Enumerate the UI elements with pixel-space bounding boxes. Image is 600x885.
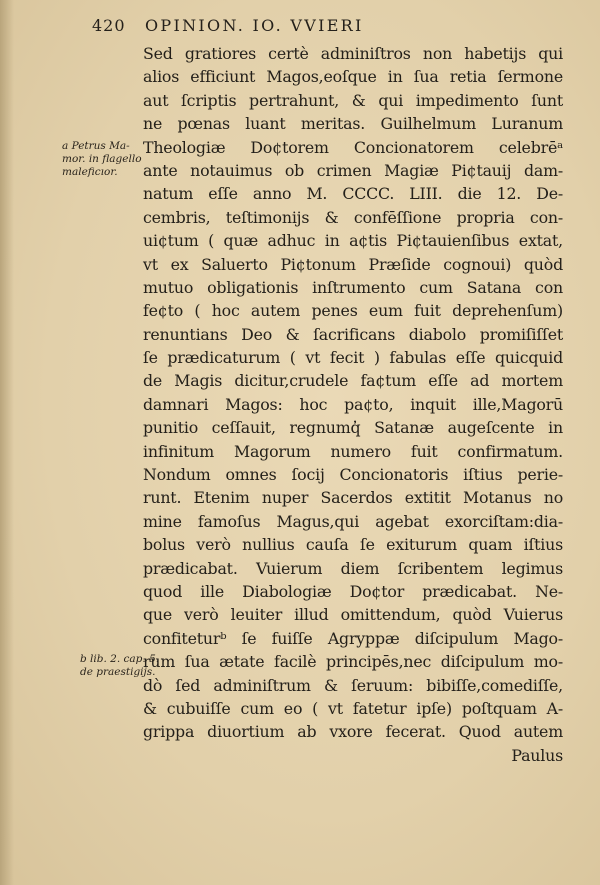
text-line: que verò leuiter illud omittendum, quòd Vuierus	[143, 605, 563, 625]
text-line: ante notauimus ob crimen Magiæ Pi¢tauij dam-	[143, 160, 563, 180]
page-number: 420	[92, 16, 126, 35]
text-line: damnari Magos: hoc pa¢to, inquit ille,Magorū	[143, 394, 563, 414]
text-line: grippa diuortium ab vxore fecerat. Quod autem	[143, 722, 563, 742]
text-line: fe¢to ( hoc autem penes eum fuit deprehenſum)	[143, 301, 563, 321]
text-line: punitio ceſſauit, regnumq̓ Satanæ augeſcente in	[143, 418, 563, 438]
margin-note-line: mor. in flagello	[62, 153, 142, 165]
page-header	[92, 10, 592, 36]
text-line: renuntians Deo & ſacrificans diabolo promiſiſſet	[143, 324, 563, 344]
text-line: natum eſſe anno M. CCCC. LIII. die 12. De-	[143, 184, 563, 204]
text-line: dò ſed adminiſtrum & ſeruum: bibiſſe,comediſſe,	[143, 675, 563, 695]
margin-note-line: de praestigijs.	[80, 666, 156, 678]
text-line: Theologiæ Do¢torem Concionatorem celebrēᵃ	[143, 137, 563, 157]
margin-note-line: b lib. 2. cap. 5.	[80, 653, 160, 665]
text-line: aut ſcriptis pertrahunt, & qui impedimento ſunt	[143, 90, 563, 110]
margin-note-a	[62, 140, 142, 179]
text-line: Sed gratiores certè adminiſtros non habetijs qui	[143, 44, 563, 63]
text-line: alios efficiunt Magos,eoſque in ſua retia ſermone	[143, 67, 563, 87]
margin-note-line: a Petrus Ma-	[62, 140, 130, 152]
text-line: rum ſua ætate facilè principēs,nec diſcipulum mo-	[143, 652, 563, 672]
text-line: ſe prædicaturum ( vt fecit ) fabulas eſſe quicquid	[143, 348, 563, 368]
text-line: ne pœnas luant meritas. Guilhelmum Luranum	[143, 114, 563, 134]
text-line: ui¢tum ( quæ adhuc in a¢tis Pi¢tauienſibus extat,	[143, 231, 563, 251]
text-line: quod ille Diabologiæ Do¢tor prædicabat. Ne-	[143, 581, 563, 601]
running-title: OPINION. IO. VVIERI	[145, 16, 364, 35]
text-line: & cubuiſſe cum eo ( vt fatetur ipſe) poſtquam A-	[143, 698, 563, 718]
text-line: prædicabat. Vuierum diem ſcribentem legimus	[143, 558, 563, 578]
text-line: vt ex Saluerto Pi¢tonum Præſide cognoui) quòd	[143, 254, 563, 274]
margin-note-line: maleficıor.	[62, 166, 118, 178]
text-line: mutuo obligationis inſtrumento cum Satana con	[143, 277, 563, 297]
text-line: runt. Etenim nuper Sacerdos extitit Motanus no	[143, 488, 563, 508]
text-line: mine famoſus Magus,qui agebat exorciſtam:dia-	[143, 511, 563, 531]
margin-note-b	[80, 653, 160, 679]
text-line: Nondum omnes ſocij Concionatoris iſtius perie-	[143, 465, 563, 485]
catchword: Paulus	[511, 745, 563, 765]
text-line: confiteturᵇ ſe fuiſſe Agryppæ diſcipulum Mago-	[143, 628, 563, 648]
text-line: cembris, teſtimonijs & confēſſione propria con-	[143, 207, 563, 227]
text-line: infinitum Magorum numero fuit confirmatum.	[143, 441, 563, 461]
text-line: bolus verò nullius cauſa ſe exiturum quam iſtius	[143, 535, 563, 555]
main-text-block	[143, 42, 563, 767]
text-line: de Magis dicitur,crudele fa¢tum eſſe ad mortem	[143, 371, 563, 391]
